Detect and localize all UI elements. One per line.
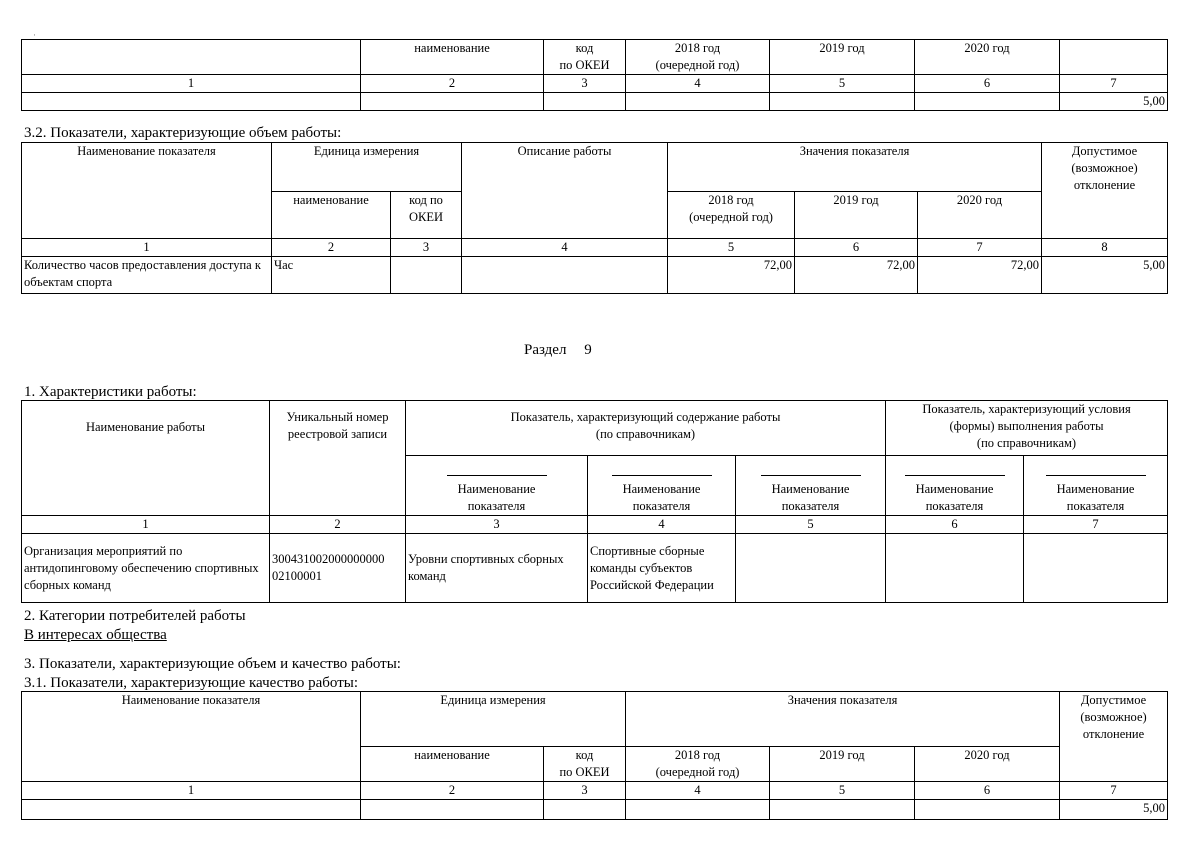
sub-header-indicator bbox=[588, 456, 736, 516]
header-unit-code: код по ОКЕИ bbox=[544, 747, 626, 782]
col-number: 5 bbox=[736, 516, 886, 534]
quality-table bbox=[21, 691, 1168, 820]
col-number: 6 bbox=[915, 782, 1060, 800]
col-number: 3 bbox=[391, 239, 462, 257]
header-indicator-name: Наименование показателя bbox=[22, 143, 272, 239]
registry-number-cell: 300431002000000000 02100001 bbox=[270, 534, 406, 603]
col-number: 1 bbox=[22, 239, 272, 257]
header-values: Значения показателя bbox=[626, 692, 1060, 747]
blank-line bbox=[905, 475, 1005, 476]
sub-header-indicator bbox=[1024, 456, 1168, 516]
section-3-2-title: 3.2. Показатели, характеризующие объем работы: bbox=[24, 125, 342, 141]
work-characteristics-table bbox=[21, 400, 1168, 603]
col-number: 2 bbox=[361, 782, 544, 800]
header-deviation: Допустимое (возможное) отклонение bbox=[1060, 692, 1168, 782]
col-number: 4 bbox=[626, 75, 770, 93]
cell-empty bbox=[770, 800, 915, 820]
section-3-1-title: 3.1. Показатели, характеризующие качество работы: bbox=[24, 675, 358, 691]
header-unit-code: код по ОКЕИ bbox=[544, 40, 626, 75]
header-content-indicator: Показатель, характеризующий содержание работы (по справочникам) bbox=[406, 401, 886, 456]
col-number: 2 bbox=[272, 239, 391, 257]
cell-empty bbox=[736, 534, 886, 603]
col-number: 1 bbox=[22, 516, 270, 534]
cell-empty bbox=[915, 93, 1060, 111]
cell-empty bbox=[462, 257, 668, 294]
header-unit: Единица измерения bbox=[361, 692, 626, 747]
col-number: 7 bbox=[1060, 75, 1168, 93]
volume-table bbox=[21, 142, 1168, 294]
blank-line bbox=[612, 475, 712, 476]
deviation-value: 5,00 bbox=[1060, 800, 1168, 820]
col-number: 3 bbox=[406, 516, 588, 534]
col-number: 5 bbox=[770, 75, 915, 93]
consumer-category-value: В интересах общества bbox=[24, 627, 167, 643]
header-2020: 2020 год bbox=[915, 747, 1060, 782]
col-number: 7 bbox=[1024, 516, 1168, 534]
header-work-name: Наименование работы bbox=[22, 401, 270, 516]
sub-header-indicator bbox=[736, 456, 886, 516]
header-2020: 2020 год bbox=[918, 192, 1042, 239]
blank-line bbox=[1046, 475, 1146, 476]
header-unit: Единица измерения bbox=[272, 143, 462, 192]
header-2018: 2018 год (очередной год) bbox=[626, 40, 770, 75]
col-number: 4 bbox=[462, 239, 668, 257]
col-number: 5 bbox=[668, 239, 795, 257]
sub-header-label: Наименование показателя bbox=[915, 482, 994, 513]
sub-header-label: Наименование показателя bbox=[622, 482, 701, 513]
value-2018-cell: 72,00 bbox=[668, 257, 795, 294]
scan-speck: · bbox=[33, 30, 36, 40]
cell-empty bbox=[886, 534, 1024, 603]
sub-header-label: Наименование показателя bbox=[457, 482, 536, 513]
header-2019: 2019 год bbox=[770, 747, 915, 782]
section-label: Раздел bbox=[524, 342, 567, 358]
cell-empty bbox=[915, 800, 1060, 820]
blank-line bbox=[761, 475, 861, 476]
col-number: 3 bbox=[544, 75, 626, 93]
sub-header-label: Наименование показателя bbox=[771, 482, 850, 513]
cell-empty bbox=[544, 93, 626, 111]
indicator-name-cell: Количество часов предоставления доступа к объектам спорта bbox=[22, 257, 272, 294]
header-2020: 2020 год bbox=[915, 40, 1060, 75]
cell-empty bbox=[391, 257, 462, 294]
col-number: 1 bbox=[22, 75, 361, 93]
header-2019: 2019 год bbox=[770, 40, 915, 75]
cell-empty bbox=[1024, 534, 1168, 603]
deviation-value: 5,00 bbox=[1060, 93, 1168, 111]
cell-empty bbox=[22, 800, 361, 820]
unit-name-cell: Час bbox=[272, 257, 391, 294]
col-number: 7 bbox=[1060, 782, 1168, 800]
col-number: 2 bbox=[270, 516, 406, 534]
section-1-title: 1. Характеристики работы: bbox=[24, 384, 197, 400]
col-number: 5 bbox=[770, 782, 915, 800]
sub-header-indicator bbox=[406, 456, 588, 516]
top-fragment-table bbox=[21, 39, 1168, 111]
header-indicator-name: Наименование показателя bbox=[22, 692, 361, 747]
cell-empty bbox=[361, 93, 544, 111]
header-registry-number: Уникальный номер реестровой записи bbox=[270, 401, 406, 516]
header-work-description: Описание работы bbox=[462, 143, 668, 239]
cell-empty bbox=[22, 747, 361, 782]
cell-empty bbox=[770, 93, 915, 111]
col-number: 2 bbox=[361, 75, 544, 93]
content-indicator-1-cell: Уровни спортивных сборных команд bbox=[406, 534, 588, 603]
header-condition-indicator: Показатель, характеризующий условия (формы) выполнения работы (по справочникам) bbox=[886, 401, 1168, 456]
value-2020-cell: 72,00 bbox=[918, 257, 1042, 294]
col-number: 8 bbox=[1042, 239, 1168, 257]
cell-empty bbox=[626, 93, 770, 111]
blank-line bbox=[447, 475, 547, 476]
value-2019-cell: 72,00 bbox=[795, 257, 918, 294]
col-number: 4 bbox=[626, 782, 770, 800]
header-unit-name: наименование bbox=[272, 192, 391, 239]
col-number: 1 bbox=[22, 782, 361, 800]
col-number: 6 bbox=[915, 75, 1060, 93]
deviation-cell: 5,00 bbox=[1042, 257, 1168, 294]
section-number: 9 bbox=[584, 342, 592, 358]
header-unit-name: наименование bbox=[361, 747, 544, 782]
col-number: 6 bbox=[795, 239, 918, 257]
section-3-title: 3. Показатели, характеризующие объем и качество работы: bbox=[24, 656, 401, 672]
header-values: Значения показателя bbox=[668, 143, 1042, 192]
work-name-cell: Организация мероприятий по антидопинговому обеспечению спортивных сборных команд bbox=[22, 534, 270, 603]
col-number: 4 bbox=[588, 516, 736, 534]
cell-empty bbox=[22, 40, 361, 75]
header-unit-code: код по ОКЕИ bbox=[391, 192, 462, 239]
section-2-title: 2. Категории потребителей работы bbox=[24, 608, 246, 624]
header-2018: 2018 год (очередной год) bbox=[668, 192, 795, 239]
col-number: 6 bbox=[886, 516, 1024, 534]
cell-empty bbox=[22, 93, 361, 111]
sub-header-label: Наименование показателя bbox=[1056, 482, 1135, 513]
header-unit-name: наименование bbox=[361, 40, 544, 75]
cell-empty bbox=[544, 800, 626, 820]
col-number: 3 bbox=[544, 782, 626, 800]
col-number: 7 bbox=[918, 239, 1042, 257]
section-heading bbox=[524, 342, 592, 359]
content-indicator-2-cell: Спортивные сборные команды субъектов Российской Федерации bbox=[588, 534, 736, 603]
header-2019: 2019 год bbox=[795, 192, 918, 239]
cell-empty bbox=[626, 800, 770, 820]
cell-empty bbox=[361, 800, 544, 820]
header-deviation: Допустимое (возможное) отклонение bbox=[1042, 143, 1168, 239]
sub-header-indicator bbox=[886, 456, 1024, 516]
header-2018: 2018 год (очередной год) bbox=[626, 747, 770, 782]
cell-empty bbox=[1060, 40, 1168, 75]
